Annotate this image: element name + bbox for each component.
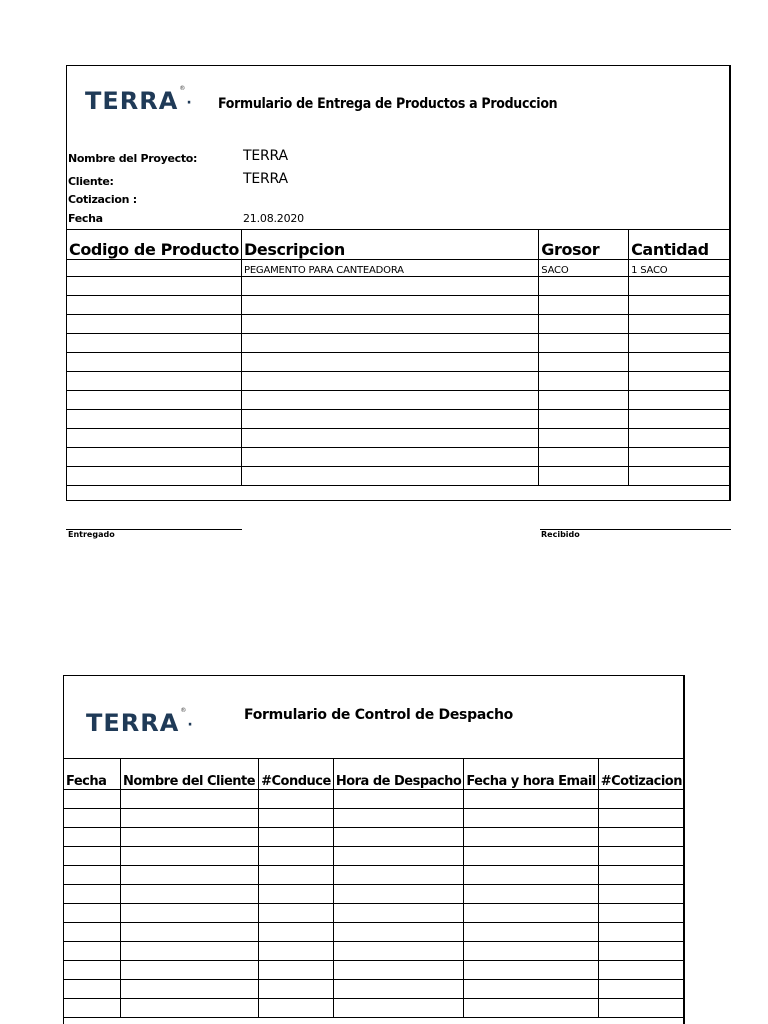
table-cell bbox=[333, 961, 464, 980]
cell-cantidad bbox=[629, 277, 731, 296]
col-header-grosor: Grosor bbox=[539, 230, 629, 260]
cell-descripcion bbox=[241, 372, 538, 391]
table-cell bbox=[598, 942, 684, 961]
registered-mark: ® bbox=[180, 707, 188, 714]
cell-codigo bbox=[67, 429, 242, 448]
table-cell bbox=[333, 828, 464, 847]
table-row bbox=[64, 999, 685, 1018]
table-cell bbox=[259, 828, 334, 847]
table-cell bbox=[259, 790, 334, 809]
table-cell bbox=[64, 980, 121, 999]
table-row bbox=[67, 429, 731, 448]
table-cell bbox=[121, 942, 259, 961]
table-cell bbox=[121, 923, 259, 942]
table-cell bbox=[464, 790, 598, 809]
table-cell bbox=[121, 866, 259, 885]
terra-logo bbox=[85, 87, 193, 115]
signature-label-entregado: Entregado bbox=[68, 530, 115, 539]
cell-grosor bbox=[539, 334, 629, 353]
quote-label: Cotizacion : bbox=[68, 193, 137, 206]
col-header-codigo: Codigo de Producto bbox=[67, 230, 242, 260]
cell-cantidad bbox=[629, 448, 731, 467]
table-row bbox=[67, 315, 731, 334]
table-cell bbox=[464, 942, 598, 961]
table-cell bbox=[259, 923, 334, 942]
table-row bbox=[67, 353, 731, 372]
cell-grosor bbox=[539, 296, 629, 315]
date-value: 21.08.2020 bbox=[243, 212, 304, 225]
project-name-value: TERRA bbox=[243, 148, 288, 164]
table-cell bbox=[64, 828, 121, 847]
table-cell bbox=[121, 961, 259, 980]
table-cell bbox=[64, 942, 121, 961]
table-cell bbox=[121, 904, 259, 923]
table-cell bbox=[64, 809, 121, 828]
table-header-row bbox=[64, 759, 685, 790]
cell-cantidad bbox=[629, 429, 731, 448]
dispatch-table bbox=[63, 758, 685, 1018]
table-cell bbox=[259, 847, 334, 866]
table-cell bbox=[121, 885, 259, 904]
table-row bbox=[64, 942, 685, 961]
table-cell bbox=[333, 809, 464, 828]
registered-mark: ® bbox=[179, 85, 187, 92]
table-cell bbox=[598, 923, 684, 942]
table-cell bbox=[598, 904, 684, 923]
cell-grosor: SACO bbox=[539, 260, 629, 277]
cell-cantidad bbox=[629, 315, 731, 334]
cell-codigo bbox=[67, 467, 242, 486]
client-label: Cliente: bbox=[68, 175, 114, 188]
cell-codigo bbox=[67, 410, 242, 429]
table-row bbox=[67, 334, 731, 353]
cell-descripcion bbox=[241, 448, 538, 467]
table-row bbox=[64, 790, 685, 809]
table-cell bbox=[333, 847, 464, 866]
table-cell bbox=[64, 923, 121, 942]
cell-cantidad: 1 SACO bbox=[629, 260, 731, 277]
table-cell bbox=[64, 961, 121, 980]
cell-codigo bbox=[67, 260, 242, 277]
table-cell bbox=[598, 961, 684, 980]
table-row bbox=[64, 904, 685, 923]
table-cell bbox=[259, 809, 334, 828]
cell-descripcion bbox=[241, 391, 538, 410]
form-title: Formulario de Control de Despacho bbox=[244, 707, 513, 723]
cell-grosor bbox=[539, 277, 629, 296]
cell-descripcion bbox=[241, 296, 538, 315]
cell-codigo bbox=[67, 391, 242, 410]
cell-descripcion bbox=[241, 410, 538, 429]
client-value: TERRA bbox=[243, 171, 288, 187]
cell-cantidad bbox=[629, 296, 731, 315]
cell-cantidad bbox=[629, 410, 731, 429]
table-cell bbox=[259, 904, 334, 923]
cell-descripcion bbox=[241, 277, 538, 296]
table-cell bbox=[598, 999, 684, 1018]
logo-dot-icon: · bbox=[187, 717, 194, 733]
date-label: Fecha bbox=[68, 212, 103, 225]
table-cell bbox=[598, 847, 684, 866]
table-row bbox=[67, 467, 731, 486]
cell-descripcion bbox=[241, 353, 538, 372]
table-row bbox=[67, 410, 731, 429]
table-row bbox=[67, 372, 731, 391]
cell-grosor bbox=[539, 315, 629, 334]
table-row bbox=[64, 809, 685, 828]
form-title: Formulario de Entrega de Productos a Produccion bbox=[218, 96, 558, 112]
table-cell bbox=[464, 847, 598, 866]
table-cell bbox=[64, 904, 121, 923]
table-cell bbox=[64, 885, 121, 904]
table-cell bbox=[464, 828, 598, 847]
table-cell bbox=[64, 999, 121, 1018]
table-row bbox=[64, 828, 685, 847]
cell-cantidad bbox=[629, 391, 731, 410]
table-row bbox=[67, 277, 731, 296]
table-row bbox=[64, 866, 685, 885]
cell-grosor bbox=[539, 448, 629, 467]
col-header-hora-despacho: Hora de Despacho bbox=[333, 759, 464, 790]
cell-codigo bbox=[67, 353, 242, 372]
cell-codigo bbox=[67, 277, 242, 296]
table-cell bbox=[464, 809, 598, 828]
table-cell bbox=[598, 790, 684, 809]
col-header-nombre-cliente: Nombre del Cliente bbox=[121, 759, 259, 790]
logo-text: TERRA bbox=[85, 87, 179, 115]
col-header-conduce: #Conduce bbox=[259, 759, 334, 790]
table-cell bbox=[598, 885, 684, 904]
table-cell bbox=[333, 904, 464, 923]
table-cell bbox=[259, 961, 334, 980]
table-cell bbox=[121, 847, 259, 866]
cell-descripcion bbox=[241, 429, 538, 448]
cell-grosor bbox=[539, 467, 629, 486]
cell-cantidad bbox=[629, 353, 731, 372]
table-cell bbox=[121, 790, 259, 809]
table-cell bbox=[64, 790, 121, 809]
cell-cantidad bbox=[629, 467, 731, 486]
col-header-descripcion: Descripcion bbox=[241, 230, 538, 260]
cell-codigo bbox=[67, 315, 242, 334]
cell-grosor bbox=[539, 353, 629, 372]
table-row bbox=[67, 296, 731, 315]
table-cell bbox=[333, 923, 464, 942]
col-header-fecha-hora-email: Fecha y hora Email bbox=[464, 759, 598, 790]
table-cell bbox=[259, 980, 334, 999]
table-cell bbox=[333, 790, 464, 809]
table-cell bbox=[121, 828, 259, 847]
table-cell bbox=[464, 923, 598, 942]
cell-codigo bbox=[67, 448, 242, 467]
table-row bbox=[67, 448, 731, 467]
signature-label-recibido: Recibido bbox=[541, 530, 580, 539]
table-cell bbox=[333, 885, 464, 904]
table-cell bbox=[64, 847, 121, 866]
cell-descripcion bbox=[241, 334, 538, 353]
cell-grosor bbox=[539, 429, 629, 448]
table-cell bbox=[333, 999, 464, 1018]
cell-descripcion bbox=[241, 467, 538, 486]
table-cell bbox=[259, 942, 334, 961]
table-cell bbox=[464, 961, 598, 980]
table-cell bbox=[598, 866, 684, 885]
table-cell bbox=[464, 980, 598, 999]
table-cell bbox=[333, 866, 464, 885]
cell-grosor bbox=[539, 372, 629, 391]
project-name-label: Nombre del Proyecto: bbox=[68, 152, 198, 165]
table-cell bbox=[464, 885, 598, 904]
table-cell bbox=[464, 866, 598, 885]
table-cell bbox=[121, 809, 259, 828]
cell-descripcion: PEGAMENTO PARA CANTEADORA bbox=[241, 260, 538, 277]
table-header-row bbox=[67, 230, 731, 260]
cell-grosor bbox=[539, 391, 629, 410]
col-header-cotizacion: #Cotizacion bbox=[598, 759, 684, 790]
logo-dot-icon: · bbox=[186, 95, 193, 111]
terra-logo bbox=[86, 709, 194, 737]
table-cell bbox=[464, 999, 598, 1018]
form-entrega-productos bbox=[66, 65, 731, 501]
table-cell bbox=[598, 828, 684, 847]
table-cell bbox=[259, 885, 334, 904]
form-control-despacho bbox=[63, 675, 685, 1024]
table-cell bbox=[464, 904, 598, 923]
table-cell bbox=[121, 980, 259, 999]
table-row bbox=[64, 847, 685, 866]
col-header-cantidad: Cantidad bbox=[629, 230, 731, 260]
table-cell bbox=[121, 999, 259, 1018]
table-row bbox=[64, 980, 685, 999]
table-cell bbox=[333, 980, 464, 999]
table-row bbox=[67, 391, 731, 410]
table-cell bbox=[598, 980, 684, 999]
table-cell bbox=[64, 866, 121, 885]
table-cell bbox=[259, 866, 334, 885]
products-table bbox=[66, 229, 731, 486]
table-cell bbox=[333, 942, 464, 961]
cell-grosor bbox=[539, 410, 629, 429]
col-header-fecha: Fecha bbox=[64, 759, 121, 790]
cell-codigo bbox=[67, 334, 242, 353]
cell-codigo bbox=[67, 296, 242, 315]
cell-codigo bbox=[67, 372, 242, 391]
cell-cantidad bbox=[629, 372, 731, 391]
table-row bbox=[64, 961, 685, 980]
cell-cantidad bbox=[629, 334, 731, 353]
cell-descripcion bbox=[241, 315, 538, 334]
logo-text: TERRA bbox=[86, 709, 180, 737]
table-row bbox=[64, 923, 685, 942]
table-cell bbox=[259, 999, 334, 1018]
table-row bbox=[64, 885, 685, 904]
table-row bbox=[67, 260, 731, 277]
table-cell bbox=[598, 809, 684, 828]
